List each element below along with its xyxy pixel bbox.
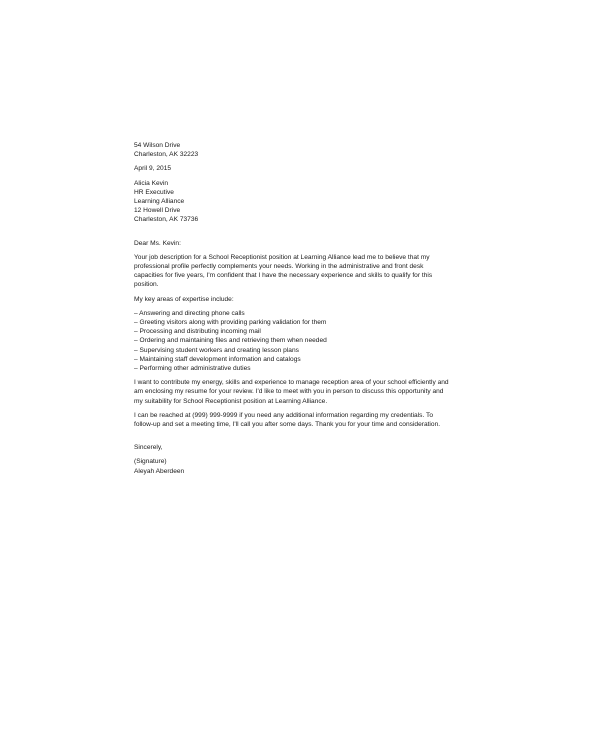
expertise-item: – Ordering and maintaining files and retrieving them when needed <box>134 337 327 345</box>
intro-line: position. <box>134 281 159 289</box>
letter-date: April 9, 2015 <box>134 165 172 173</box>
signature-placeholder: (Signature) <box>134 458 167 466</box>
signer-name: Aleyah Aberdeen <box>134 467 185 475</box>
signature-block <box>134 457 444 475</box>
contribution-line: I want to contribute my energy, skills and experience to manage reception area of your school efficiently and <box>134 379 449 387</box>
recipient-title: HR Executive <box>134 188 174 196</box>
recipient-street: 12 Howell Drive <box>134 207 181 215</box>
cover-letter <box>134 141 449 476</box>
intro-paragraph <box>134 253 444 290</box>
expertise-item: – Answering and directing phone calls <box>134 309 245 317</box>
recipient-city-state-zip: Charleston, AK 73736 <box>134 216 199 224</box>
sender-address <box>134 141 444 159</box>
contribution-paragraph <box>134 378 449 406</box>
recipient-company: Learning Alliance <box>134 198 185 206</box>
salutation: Dear Ms. Kevin: <box>134 239 181 247</box>
contact-paragraph <box>134 411 444 429</box>
contribution-line: am enclosing my resume for your review. I'd like to meet with you in person to discuss this opportunity and <box>134 388 444 396</box>
sender-city-state-zip: Charleston, AK 32223 <box>134 151 199 159</box>
intro-line: Your job description for a School Receptionist position at Learning Alliance lead me to believe that my <box>134 253 430 261</box>
sign-off: Sincerely, <box>134 444 163 452</box>
sender-street: 54 Wilson Drive <box>134 142 181 149</box>
contribution-line: my suitability for School Receptionist position at Learning Alliance. <box>134 397 328 405</box>
recipient-address <box>134 179 444 225</box>
expertise-intro: My key areas of expertise include: <box>134 295 234 303</box>
expertise-item: – Greeting visitors along with providing parking validation for them <box>134 319 327 327</box>
expertise-list <box>134 309 444 373</box>
expertise-item: – Maintaining staff development information and catalogs <box>134 355 301 363</box>
expertise-item: – Performing other administrative duties <box>134 365 251 373</box>
contact-line: follow-up and set a meeting time, I'll call you after some days. Thank you for your time and consideration. <box>134 421 441 429</box>
expertise-item: – Supervising student workers and creating lesson plans <box>134 346 299 354</box>
intro-line: capacities for five years, I'm confident that I have the necessary experience and skills to qualify for this <box>134 272 433 280</box>
intro-line: professional profile perfectly complements your needs. Working in the administrative and front desk <box>134 263 424 271</box>
contact-line: I can be reached at (999) 999-9999 if you need any additional information regarding my credentials. To <box>134 411 433 419</box>
recipient-name: Alicia Kevin <box>134 179 169 187</box>
expertise-item: – Processing and distributing incoming mail <box>134 328 261 336</box>
